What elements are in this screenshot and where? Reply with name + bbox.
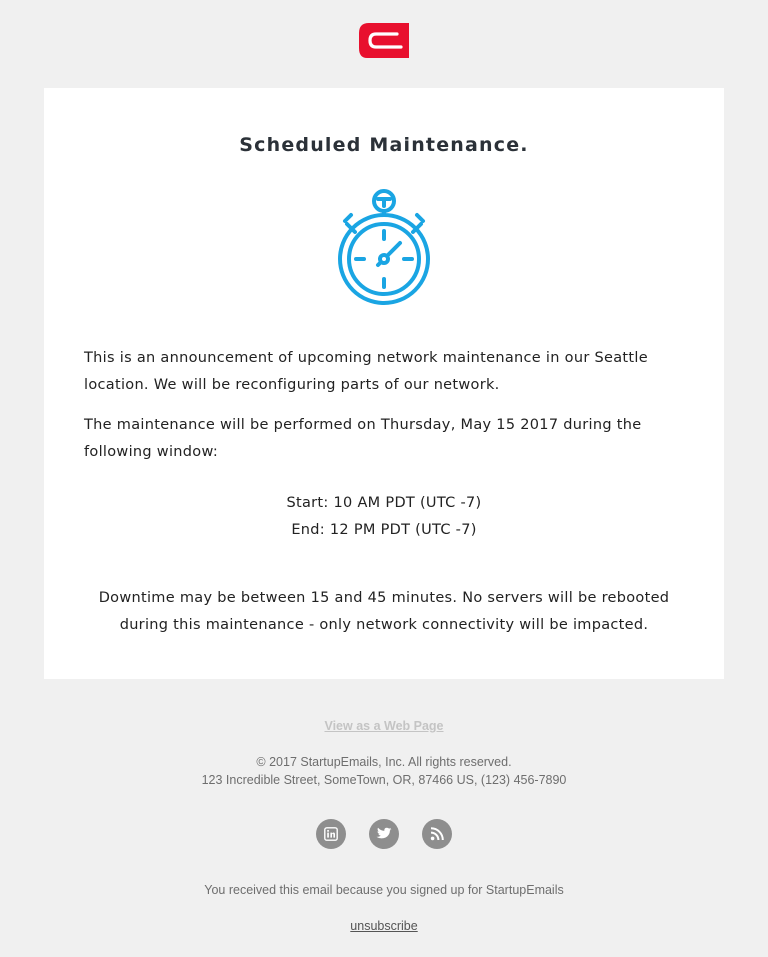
maintenance-card <box>44 88 724 679</box>
start-time: Start: 10 AM PDT (UTC -7) <box>286 495 482 511</box>
rss-icon <box>430 827 444 841</box>
brand-logo-icon <box>357 21 411 60</box>
downtime-note: Downtime may be between 15 and 45 minutes. No servers will be rebooted during this maintenance - only network connectivity will be impacted. <box>98 590 670 633</box>
copyright-text: © 2017 StartupEmails, Inc. All rights reserved. <box>256 755 512 769</box>
brand-logo[interactable] <box>357 21 411 60</box>
twitter-button[interactable] <box>369 819 399 849</box>
announcement-paragraph: This is an announcement of upcoming network maintenance in our Seattle location. We will be reconfiguring parts of our network. <box>84 350 648 393</box>
unsubscribe-row <box>0 919 768 933</box>
unsubscribe-link[interactable]: unsubscribe <box>350 919 418 933</box>
view-web-page-link[interactable]: View as a Web Page <box>324 719 444 733</box>
rss-button[interactable] <box>422 819 452 849</box>
received-note: You received this email because you signed up for StartupEmails <box>204 883 564 897</box>
end-time: End: 12 PM PDT (UTC -7) <box>291 522 477 538</box>
stopwatch-icon <box>337 187 431 307</box>
social-links <box>0 819 768 849</box>
schedule-paragraph: The maintenance will be performed on Thursday, May 15 2017 during the following window: <box>84 417 642 460</box>
linkedin-button[interactable] <box>316 819 346 849</box>
linkedin-icon <box>324 827 338 841</box>
twitter-icon <box>376 827 392 841</box>
page-title: Scheduled Maintenance. <box>239 134 529 156</box>
address-text: 123 Incredible Street, SomeTown, OR, 87466 US, (123) 456-7890 <box>201 773 567 787</box>
